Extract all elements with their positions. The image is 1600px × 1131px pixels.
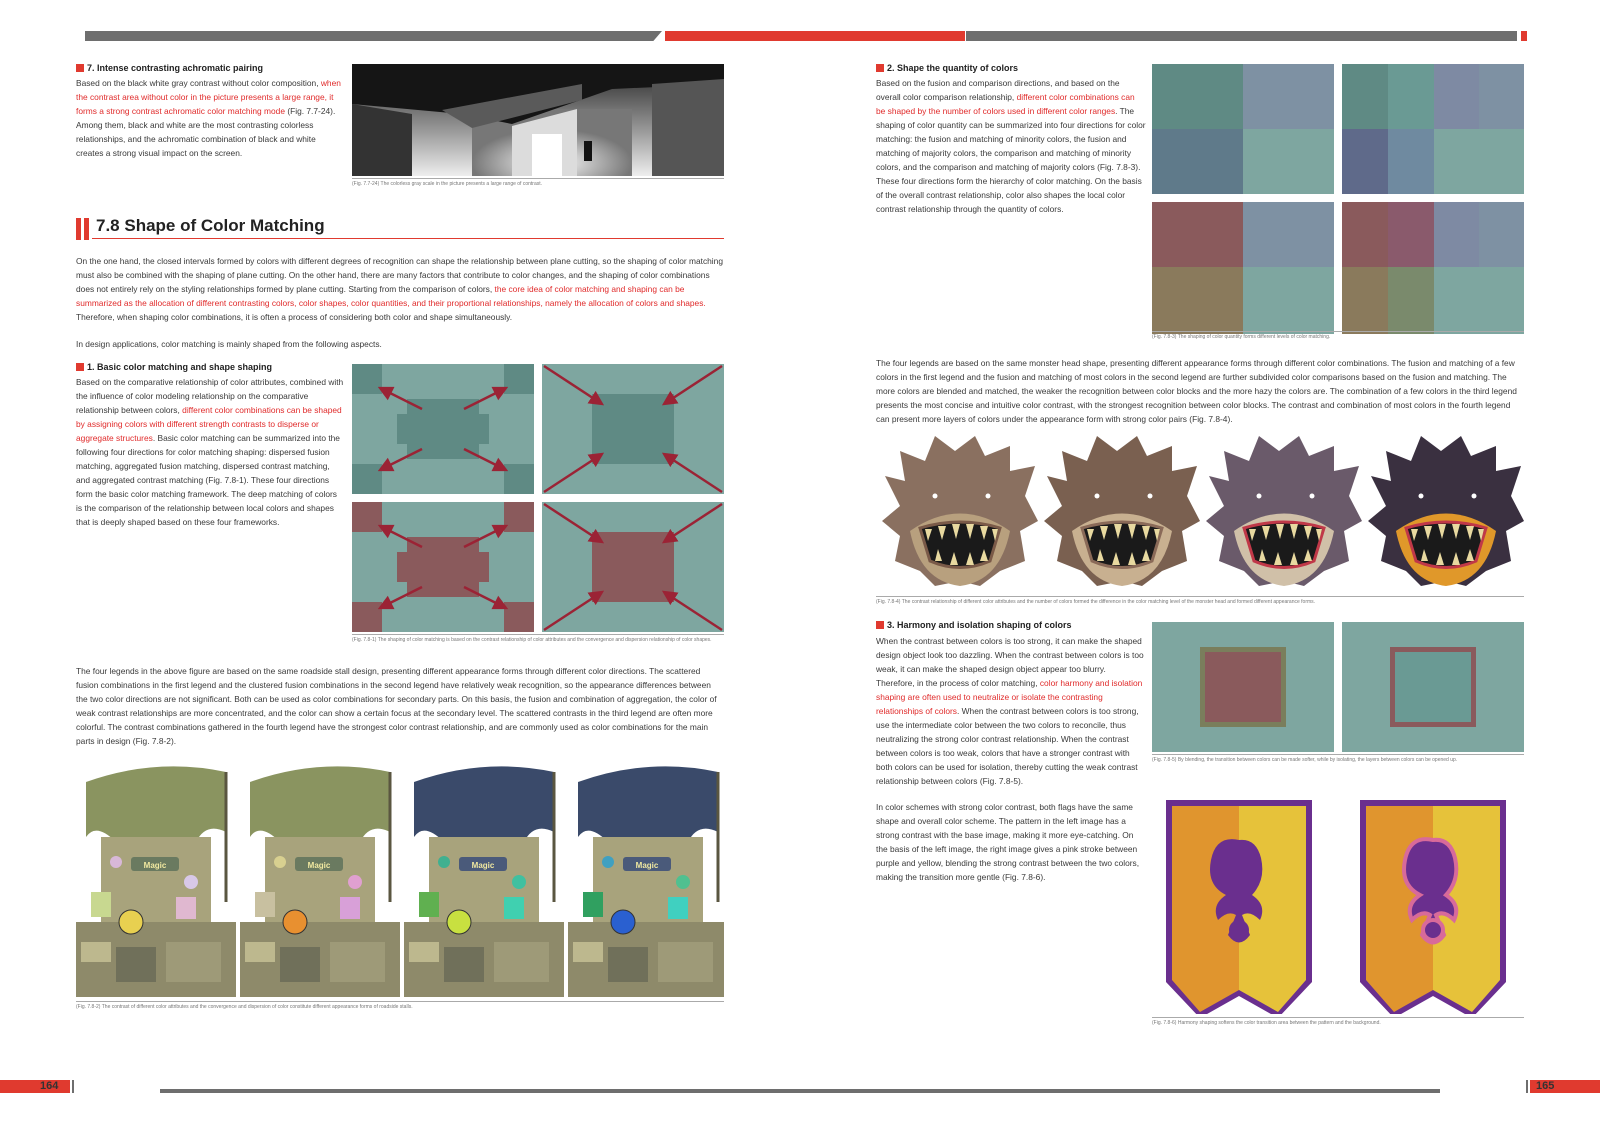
panel-isolation	[1342, 622, 1524, 752]
fig-7-8-5-harmony	[1152, 622, 1524, 752]
section-title-marker-2	[84, 218, 89, 240]
stall-3-sign: Magic	[471, 861, 495, 870]
fig-7-8-1-caption: (Fig. 7.8-1) The shaping of color matching is based on the contrast relationship of color attributes and the convergence and dispersion relationship of color shapes.	[352, 634, 724, 644]
section-title-underline	[92, 238, 724, 239]
footer-line	[160, 1089, 1440, 1093]
section-title: 7.8 Shape of Color Matching	[96, 216, 325, 235]
stall-1	[76, 766, 236, 997]
footer-left-bar	[0, 1080, 70, 1093]
fig-7-8-3-caption: (Fig. 7.8-3) The shaping of color quantity forms different levels of color matching.	[1152, 331, 1524, 341]
monster-1	[882, 436, 1038, 586]
fig-7-7-24-caption: (Fig. 7.7-24) The colorless gray scale in the picture presents a large range of contrast.	[352, 178, 724, 188]
page-number-left: 164	[40, 1080, 59, 1092]
panel-aggregated-contrast	[542, 502, 724, 632]
panel-dispersed-fusion	[352, 364, 534, 494]
section-3-text: When the contrast between colors is too strong, it can make the shaped design object look too dazzling. When the contrast between colors is too weak, it can make the shaped design object appear too blurry. Therefore, in the process of color matching, color harmony and isolation shaping are often used to neutralize or isolate the contrasting relationships of colors. When the contrast between colors is too strong, use the intermediate color between the two colors to reconcile, thus neutralizing the strong color contrast relationship. When the contrast between colors is too weak, colors that have a stronger contrast with both colors can be used for isolation, thereby cutting the weak contrast relationship between colors (Fig. 7.8-5).	[876, 636, 1144, 786]
stall-2-sign: Magic	[307, 861, 331, 870]
monster-4	[1368, 436, 1524, 586]
flags-paragraph: In color schemes with strong color contrast, both flags have the same shape and overall color scheme. The pattern in the left image has a strong contrast with the base image, making it more eye-catching. On the basis of the left image, the right image gives a pink stroke between purple and yellow, blending the strong contrast between the two colors, making the transition more gentle (Fig. 7.8-6).	[876, 802, 1140, 882]
legends-paragraph: The four legends in the above figure are based on the same roadside stall design, presenting different appearance forms through different color directions. The scattered fusion combinations in the first legend and the clustered fusion combinations in the second legend have relatively weak recognition, so the appearance differences between the two color directions are not significant. Both can be used as color combinations for secondary parts. On this basis, the fusion and combination of aggregation, the color of weak contrast relationships are more concentrated, and the color can show a certain focus at the secondary level. The scattered contrasts in the third legend are often more colorful. The contrast combinations gathered in the fourth legend have the strongest color contrast relationship, and are commonly used as color combinations for the main parts in design (Fig. 7.8-2).	[76, 666, 717, 746]
stall-signs	[144, 861, 659, 870]
stall-3	[404, 766, 564, 997]
section-2-heading: 2. Shape the quantity of colors	[876, 63, 1018, 73]
fig-7-8-4-caption: (Fig. 7.8-4) The contrast relationship of different color attributes and the number of colors formed the difference in the color matching level of the monster head and formed different appearance forms.	[876, 596, 1524, 606]
heading-marker	[76, 363, 84, 371]
section-1-heading: 1. Basic color matching and shape shaping	[76, 362, 272, 372]
footer-right-tick	[1526, 1080, 1528, 1093]
grid-minority-contrast	[1152, 202, 1334, 334]
stall-4	[568, 766, 724, 997]
grid-majority-fusion	[1342, 64, 1524, 194]
flag-left	[1166, 800, 1312, 1014]
monster-3	[1206, 436, 1362, 586]
panel-dispersed-contrast	[352, 502, 534, 632]
section-7-text: Based on the black white gray contrast without color composition, when the contrast area without color in the picture presents a large range, it forms a strong contrast achromatic color matching mode (Fig. 7.7-24). Among them, black and white are the most contrasting colorless relationships, and the achromatic combination of black and white creates a strong visual impact on the screen.	[76, 78, 341, 158]
top-bar-right	[966, 31, 1517, 41]
footer-left-tick	[72, 1080, 74, 1093]
fig-7-8-2-stalls	[76, 762, 724, 1000]
fig-7-8-2-caption: (Fig. 7.8-2) The contrast of different color attributes and the convergence and dispersion of color constitute different appearance forms of roadside stalls.	[76, 1001, 724, 1011]
fig-7-8-3-quantity-grids	[1152, 64, 1524, 340]
heading-marker	[876, 64, 884, 72]
top-bar-end-accent	[1521, 31, 1527, 41]
top-bar-accent	[665, 31, 965, 41]
monster-paragraph: The four legends are based on the same monster head shape, presenting different appearance forms through different color combinations. The fusion and matching of a few colors in the first legend and the fusion and matching of most colors in the second legend are further subdivided color comparisons based on the fusion and matching. The more colors are blended and matched, the weaker the recognition between color blocks and the more hazy the colors are. The combination of a few colors in the third legend presents the most concise and intuitive color contrast, with the strongest recognition between color blocks. The contrast and combination of most colors in the fourth legend can present more layers of colors under the appearance form with strong color pairs (Fig. 7.8-4).	[876, 358, 1517, 424]
fig-7-8-4-monsters	[880, 436, 1524, 596]
stall-2	[240, 766, 400, 997]
monster-2	[1044, 436, 1200, 586]
grid-majority-contrast	[1342, 202, 1524, 334]
section-7-heading: 7. Intense contrasting achromatic pairing	[76, 63, 263, 73]
section-3-heading: 3. Harmony and isolation shaping of colors	[876, 620, 1072, 630]
top-bar-left	[85, 31, 662, 41]
flag-right	[1360, 800, 1506, 1014]
heading-marker	[76, 64, 84, 72]
fig-7-8-6-caption: (Fig. 7.8-6) Harmony shaping softens the color transition area between the pattern and the background.	[1152, 1017, 1524, 1027]
fig-7-8-1	[352, 364, 724, 632]
section-1-text: Based on the comparative relationship of color attributes, combined with the influence of color modeling relationship on the comparative relationship between colors, different color combinations can be shaped by assigning colors with different strength contrasts to disperse or aggregate structures. Basic color matching can be summarized into the following four directions for color matching shaping: dispersed fusion matching, aggregated fusion matching, dispersed contrast matching, and aggregated contrast matching (Fig. 7.8-1). These four directions form the basic color matching framework. The deep matching of colors is the comparison of the relationship between local colors and shapes that is deeply shaped based on these four frameworks.	[76, 377, 344, 527]
fig-7-8-6-flags	[1166, 800, 1514, 1014]
section-title-marker	[76, 218, 81, 240]
achromatic-figure	[352, 64, 724, 176]
grid-minority-fusion	[1152, 64, 1334, 194]
intro-paragraph: On the one hand, the closed intervals formed by colors with different degrees of recognition can shape the relationship between plane cutting, so the shaping of color matching must also be combined with the shaping of plane cutting. On the other hand, there are many factors that contribute to color changes, and the shaping of color combinations does not entirely rely on the styling relationships formed by plane cutting. Starting from the comparison of colors, the core idea of color matching and shaping can be summarized as the allocation of different contrasting colors, color shapes, color quantities, and their proportional relationships, namely the allocation of colors and shapes. Therefore, when shaping color combinations, it is often a process of considering both color and shape simultaneously.	[76, 256, 723, 322]
page-number-right: 165	[1536, 1080, 1555, 1092]
stall-4-sign: Magic	[635, 861, 659, 870]
panel-harmony	[1152, 622, 1334, 752]
section-2-text: Based on the fusion and comparison directions, and based on the overall color comparison relationship, different color combinations can be shaped by the number of colors used in different color ranges. The shaping of color quantity can be summarized into four directions for color matching: the fusion and matching of minority colors, the fusion and matching of majority colors, the comparison and matching of minority colors, and the comparison and matching of majority colors (Fig. 7.8-3). These four directions form the hierarchy of color matching. On the basis of the overall contrast relationship, color also shapes the local color contrast relationship through the quantity of colors.	[876, 78, 1146, 214]
intro-paragraph-2: In design applications, color matching is mainly shaped from the following aspects.	[76, 339, 382, 349]
stall-1-sign: Magic	[143, 861, 167, 870]
panel-aggregated-fusion	[542, 364, 724, 494]
fig-7-8-5-caption: (Fig. 7.8-5) By blending, the transition between colors can be made softer, while by isolating, the layers between colors can be opened up.	[1152, 754, 1524, 764]
heading-marker	[876, 621, 884, 629]
